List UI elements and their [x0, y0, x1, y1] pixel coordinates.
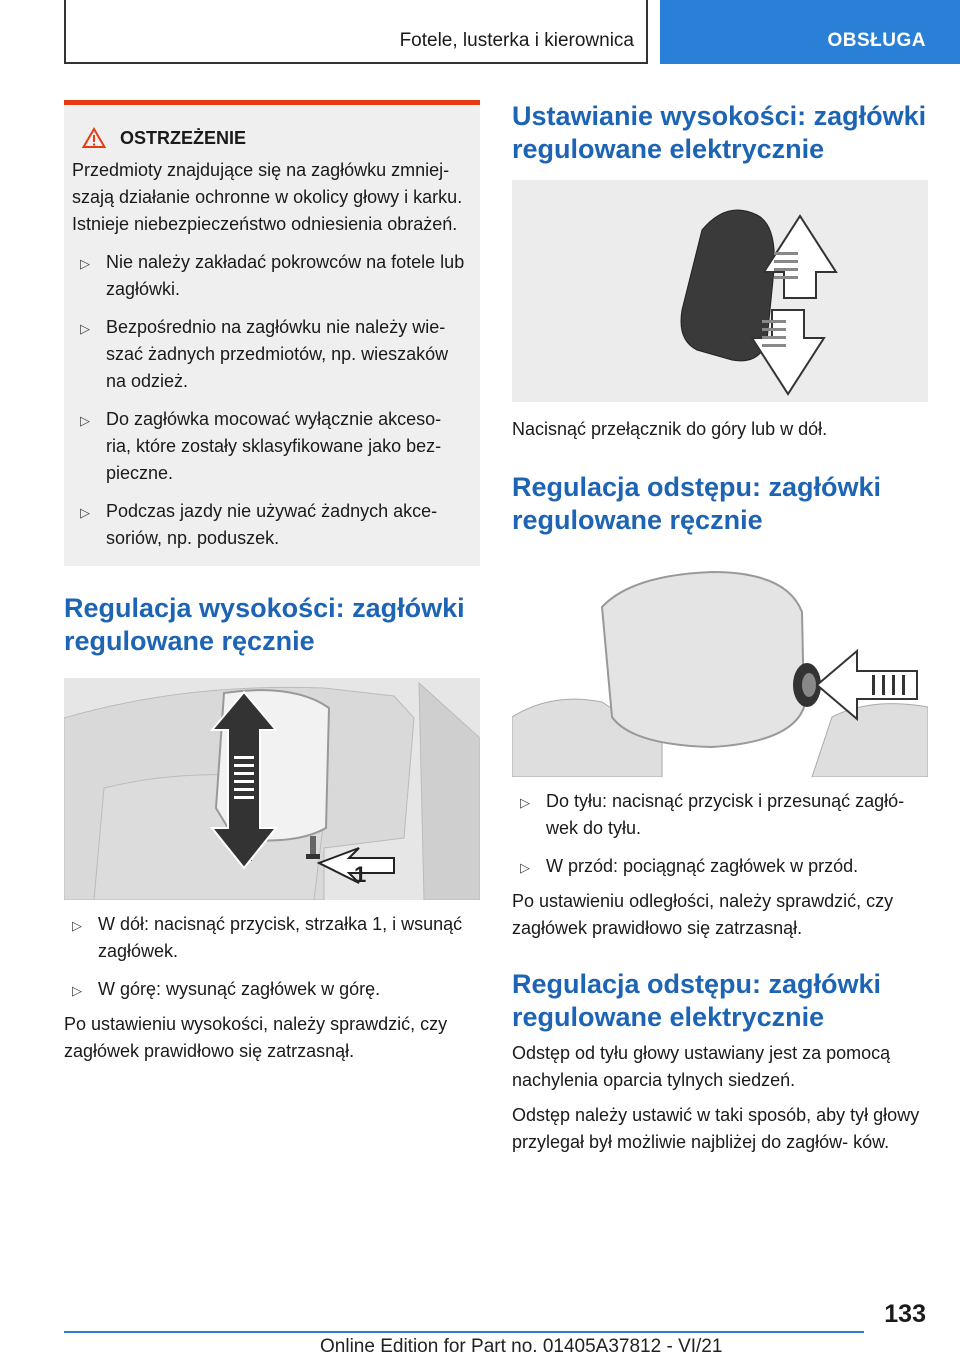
- warning-title: OSTRZEŻENIE: [120, 127, 247, 148]
- list-item: ▷ Podczas jazdy nie używać żadnych akce- soriów, np. poduszek.: [80, 501, 438, 548]
- headrest-switch-illustration-svg: [512, 180, 928, 402]
- list-item: ▷ W górę: wysunąć zagłówek w górę.: [64, 976, 480, 1003]
- triangle-right-icon: ▷: [520, 860, 530, 875]
- right-column: [512, 100, 928, 1156]
- header-chapter-title: OBSŁUGA: [827, 30, 926, 51]
- warning-text: Przedmioty znajdujące się na zagłówku zmniej- szają działanie ochronne w okolicy głowy i karku. Istnieje niebezpieczeństwo odniesienia obrażeń.: [72, 160, 463, 234]
- paragraph: Odstęp należy ustawić w taki sposób, aby tył głowy przylegał był możliwie najbliżej do zagłów- ków.: [512, 1105, 920, 1152]
- triangle-right-icon: ▷: [80, 413, 90, 428]
- page-number: 133: [884, 1300, 926, 1328]
- triangle-right-icon: ▷: [72, 983, 82, 998]
- list-item: ▷ Do tyłu: nacisnąć przycisk i przesunąć zagłó- wek do tyłu.: [520, 791, 905, 838]
- headrest-height-manual-illustration: [64, 678, 480, 900]
- section-heading: Regulacja odstępu: zagłówki regulowane elektrycznie: [512, 969, 882, 1032]
- triangle-right-icon: ▷: [72, 918, 82, 933]
- headrest-height-illustration-svg: [64, 678, 480, 900]
- header-section-title: Fotele, lusterka i kierownica: [399, 30, 634, 51]
- triangle-right-icon: ▷: [520, 795, 530, 810]
- list-item: ▷ W przód: pociągnąć zagłówek w przód.: [512, 853, 928, 880]
- distance-manual-list: [512, 788, 928, 880]
- list-item: ▷ W dół: nacisnąć przycisk, strzałka 1, i wsunąć zagłówek.: [72, 914, 463, 961]
- paragraph: Po ustawieniu odległości, należy sprawdzić, czy zagłówek prawidłowo się zatrzasnął.: [512, 891, 894, 938]
- section-heading: Regulacja odstępu: zagłówki regulowane ręcznie: [512, 472, 882, 535]
- list-item: ▷ Bezpośrednio na zagłówku nie należy wie- szać żadnych przedmiotów, np. wieszaków na odzież.: [80, 317, 449, 391]
- header-chapter-tab: [660, 0, 960, 64]
- triangle-right-icon: ▷: [80, 256, 90, 271]
- list-item: ▷ Do zagłówka mocować wyłącznie akceso- ria, które zostały sklasyfikowane jako bez- pieczne.: [80, 409, 442, 483]
- callout-number: 1: [354, 862, 367, 887]
- section-heading: Regulacja wysokości: zagłówki regulowane ręcznie: [64, 593, 465, 656]
- warning-list: [72, 249, 470, 552]
- footer-divider: [64, 1331, 864, 1333]
- paragraph: Po ustawieniu wysokości, należy sprawdzić, czy zagłówek prawidłowo się zatrzasnął.: [64, 1014, 448, 1061]
- triangle-right-icon: ▷: [80, 321, 90, 336]
- warning-box: [64, 100, 480, 566]
- headrest-distance-illustration-svg: [512, 567, 928, 777]
- paragraph: Odstęp od tyłu głowy ustawiany jest za pomocą nachylenia oparcia tylnych siedzeń.: [512, 1043, 891, 1090]
- warning-triangle-icon: [82, 127, 106, 149]
- warning-header: [82, 127, 470, 149]
- left-column: [64, 100, 480, 1065]
- caption: Nacisnąć przełącznik do góry lub w dół.: [512, 419, 828, 439]
- section-heading: Ustawianie wysokości: zagłówki regulowane elektrycznie: [512, 101, 927, 164]
- headrest-distance-manual-illustration: [512, 567, 928, 777]
- headrest-switch-illustration: [512, 180, 928, 402]
- height-manual-list: [64, 911, 480, 1003]
- header-section-box: [64, 0, 648, 64]
- list-item: ▷ Nie należy zakładać pokrowców na fotele lub zagłówki.: [80, 252, 465, 299]
- footer-edition-text: Online Edition for Part no. 01405A37812 - VI/21: [320, 1336, 723, 1357]
- triangle-right-icon: ▷: [80, 505, 90, 520]
